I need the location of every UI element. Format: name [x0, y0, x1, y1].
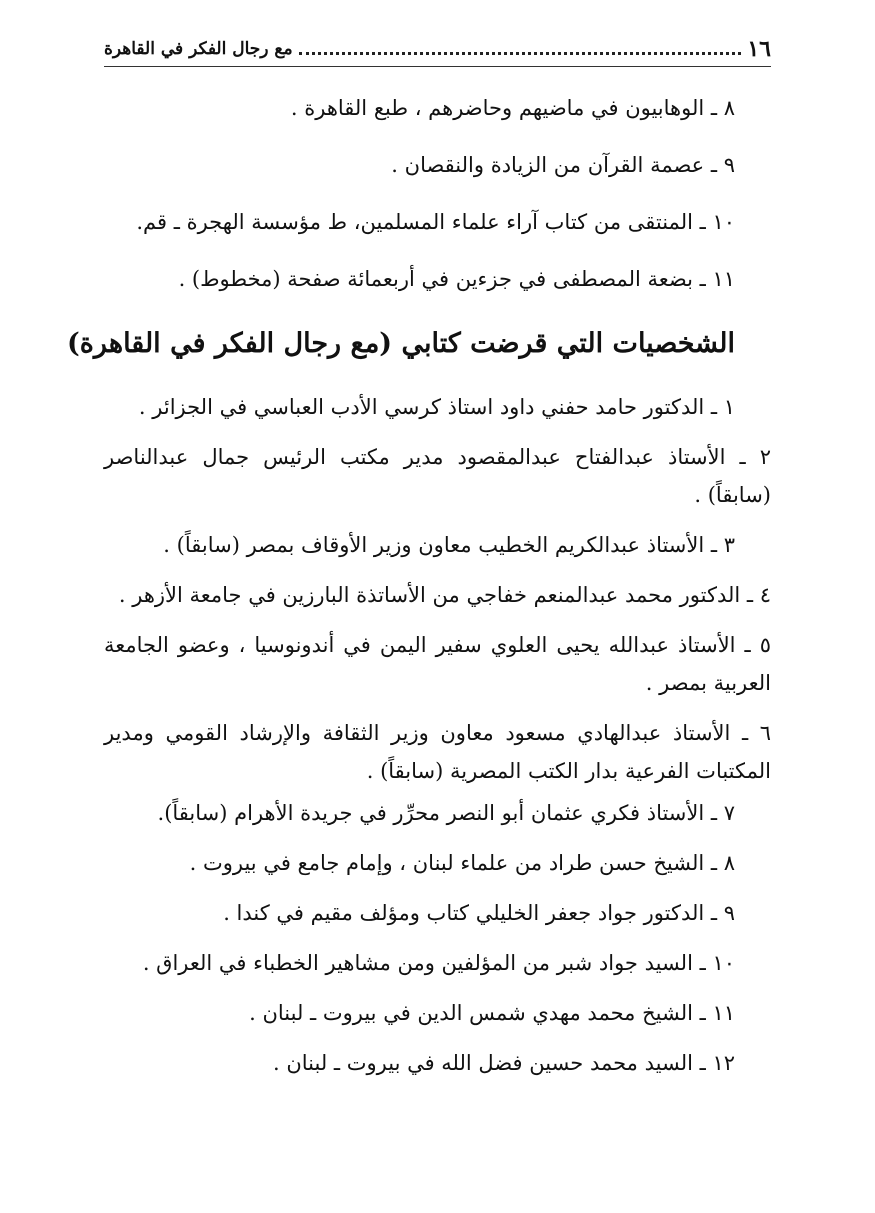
people-item: ٣ ـ الأستاذ عبدالكريم الخطيب معاون وزير الأوقاف بمصر (سابقاً) . — [163, 533, 735, 557]
works-item: ١١ ـ بضعة المصطفى في جزءين في أربعمائة صفحة (مخطوط) . — [178, 267, 735, 291]
people-item: ٩ ـ الدكتور جواد جعفر الخليلي كتاب ومؤلف مقيم في كندا . — [223, 901, 735, 925]
people-item: ٦ ـ الأستاذ عبدالهادي مسعود معاون وزير الثقافة والإرشاد القومي ومدير المكتبات الفرعية بدار الكتب المصرية (سابقاً) . — [104, 721, 771, 783]
works-item: ٨ ـ الوهابيون في ماضيهم وحاضرهم ، طبع القاهرة . — [290, 96, 735, 120]
people-list — [104, 388, 771, 1094]
people-item: ١١ ـ الشيخ محمد مهدي شمس الدين في بيروت ـ لبنان . — [249, 1001, 735, 1025]
header-leader-dots — [299, 52, 742, 55]
people-item: ١ ـ الدكتور حامد حفني داود استاذ كرسي الأدب العباسي في الجزائر . — [138, 395, 735, 419]
people-item: ١٠ ـ السيد جواد شبر من المؤلفين ومن مشاهير الخطباء في العراق . — [142, 951, 735, 975]
people-item: ٥ ـ الأستاذ عبدالله يحيى العلوي سفير اليمن في أندونوسيا ، وعضو الجامعة العربية بمصر . — [104, 633, 771, 695]
works-list — [104, 92, 735, 320]
works-item: ٩ ـ عصمة القرآن من الزيادة والنقصان . — [391, 153, 735, 177]
page-number: ١٦ — [747, 36, 771, 62]
people-item: ٨ ـ الشيخ حسن طراد من علماء لبنان ، وإمام جامع في بيروت . — [189, 851, 735, 875]
people-item: ٤ ـ الدكتور محمد عبدالمنعم خفاجي من الأساتذة البارزين في جامعة الأزهر . — [118, 583, 771, 607]
works-item: ١٠ ـ المنتقى من كتاب آراء علماء المسلمين، ط مؤسسة الهجرة ـ قم. — [136, 210, 735, 234]
header-rule — [104, 66, 771, 67]
section-title: الشخصيات التي قرضت كتابي (مع رجال الفكر في القاهرة) — [67, 328, 735, 359]
running-title: مع رجال الفكر في القاهرة — [104, 39, 293, 59]
page-header — [104, 34, 771, 64]
people-item: ١٢ ـ السيد محمد حسين فضل الله في بيروت ـ لبنان . — [272, 1051, 735, 1075]
people-item: ٧ ـ الأستاذ فكري عثمان أبو النصر محرِّر في جريدة الأهرام (سابقاً). — [157, 801, 735, 825]
people-item: ٢ ـ الأستاذ عبدالفتاح عبدالمقصود مدير مكتب الرئيس جمال عبدالناصر (سابقاً) . — [104, 445, 771, 507]
